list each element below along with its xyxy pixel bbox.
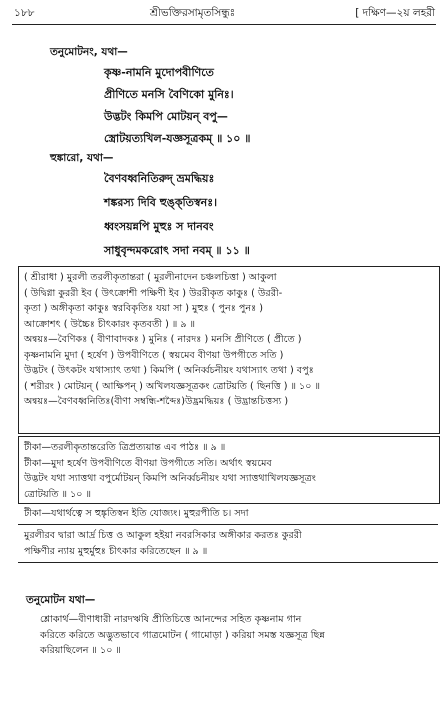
footer-verse-line: করিতে করিতে অদ্ভুতভাবে গাত্রমোটন ( গামোড়া ) করিয়া সমস্ত যজ্ঞসূত্র ছিন্ন bbox=[40, 629, 325, 641]
footer-verse-block bbox=[40, 612, 438, 659]
running-header bbox=[0, 4, 447, 22]
verse1-line: উদ্ভটং কিমপি মোটয়ন্ বপু— bbox=[104, 110, 228, 123]
commentary-line: ( উদ্বিগ্না কুররী ইব ( উৎক্রোশী পক্ষিণী ইব ) উররীকৃত কাকুঃ ( উররী- bbox=[24, 287, 283, 299]
commentary-block bbox=[24, 270, 438, 410]
footer-verse-line: করিয়াছিলেন ॥ ১০ ॥ bbox=[40, 645, 121, 656]
verse2-line: বৈণবধ্বনিতিরুদ্ ভ্রমদ্ধিয়ঃ bbox=[104, 172, 215, 185]
commentary-line: আক্রোশৎ ( উচ্চৈঃ চীৎকারং কৃতবতী ) ॥ ৯ ॥ bbox=[24, 318, 196, 330]
tika-line: টীকা—যথার্থত্বে স হুঙ্কৃতিস্বন ইতি যোজ্যং। মুহুরপীতি চ। সদা bbox=[24, 508, 249, 519]
verse2-line: ধ্বংসয়ন্নপি মুহুঃ স দানবং bbox=[104, 220, 214, 233]
bengali-translation bbox=[24, 528, 438, 559]
verse1-line: স্ত্রোটয়ত্যখিল-যজ্ঞসূত্রকম্ ॥ ১০ ॥ bbox=[104, 132, 251, 145]
tika-line: টীকা—মুদা হর্ষেণ উপবীণিতে বীণয়া উপগীতে সতি। অর্থাৎ স্বয়মেব bbox=[24, 457, 272, 469]
tika-line: ত্রোটয়তি ॥ ১০ ॥ bbox=[24, 488, 92, 500]
commentary-line: ( শরীরং ) মোটয়ন্ ( আক্ষিপন্ ) অখিলযজ্ঞসূত্রকং ত্রোটয়তি ( ছিনত্তি ) ॥ ১০ ॥ bbox=[24, 380, 321, 392]
translation-line: পক্ষিণীর ন্যায় মুহুর্মুহুঃ চীৎকার করিতেছেন ॥ ৯ ॥ bbox=[24, 545, 208, 557]
commentary-line: উদ্ভটং ( উৎকটং যথাস্যাৎ তথা ) কিমপি ( অনির্ব্বচনীয়ং যথাস্যাৎ তথা ) বপুঃ bbox=[24, 365, 314, 376]
commentary-line: কৃতা ) অঙ্গীকৃতা কাকুঃ স্বরবিকৃতিঃ যয়া সা ) মুহুঃ ( পুনঃ পুনঃ ) bbox=[24, 303, 264, 314]
verse1-intro: তনুমোটনং, যথা— bbox=[50, 46, 128, 58]
header-rule bbox=[12, 24, 436, 25]
tika2-block bbox=[24, 506, 438, 522]
commentary-line: অন্বয়ঃ—বৈণিকঃ ( বীণাবাদকঃ ) মুনিঃ ( নারদঃ ) মনসি প্রীণিতে ( প্রীতে ) bbox=[24, 334, 302, 345]
verse2-line: সাধুবৃন্দমকরোৎ সদা নবম্ ॥ ১১ ॥ bbox=[104, 244, 250, 257]
commentary-line: কৃষ্ণনামনি মুদা ( হর্ষেণ ) উপবীণিতে ( স্বয়মেব বীণয়া উপগীতে সতি ) bbox=[24, 349, 284, 361]
tika-block bbox=[24, 440, 438, 502]
footer-verse-intro: তনুমোটন যথা— bbox=[26, 594, 96, 606]
translation-line: মুরলীরব দ্বারা আর্দ্র চিত্ত ও আকুল হইয়া নবরসিকার অঙ্গীকার করতঃ কুররী bbox=[24, 530, 302, 541]
verse2-line: শঙ্করস্য দিবি হুঙ্ক্‌তিস্বনঃ। bbox=[104, 196, 217, 209]
footer-verse-line: শ্লোকার্থ—বীণাধারী নারদঋষি প্রীতিচিত্তে আনন্দের সহিত কৃষ্ণনাম গান bbox=[40, 614, 302, 625]
verse1-line: কৃষ্ণ-নামনি মুদোপবীণিতে bbox=[104, 66, 214, 79]
section-label: [ দক্ষিণ—২য় লহরী bbox=[355, 7, 435, 19]
verse1-line: প্রীণিতে মনসি বৈণিকো মুনিঃ। bbox=[104, 88, 234, 101]
section-rule bbox=[18, 524, 438, 525]
tika-line: উদ্ভটং যথা স্যাত্তথা বপুর্মোটয়ন্ কিমপি অনির্ব্বচনীয়ং যথা স্যাত্তথাখিলযজ্ঞসূত্রং bbox=[24, 473, 316, 484]
tika-line: টীকা—তরলীকৃতান্তরেতি ত্রিপ্রত্যয়ান্ত এব পাঠঃ ॥ ৯ ॥ bbox=[24, 442, 226, 453]
book-title: শ্রীভক্তিরসামৃতসিন্ধুঃ bbox=[150, 7, 236, 19]
commentary-line: অন্বয়ঃ—বৈণবধ্বনিতিঃ(বীণা সম্বন্ধি-শব্দৈঃ)উদ্ভ্রমদ্ধিয়ঃ ( উদ্ভ্রান্তচিত্তস্য ) bbox=[24, 396, 289, 407]
commentary-line: ( শ্রীরাধা ) মুরলী তরলীকৃতান্তরা ( মুরলীনাদেন চঞ্চলচিত্তা ) আকুলা bbox=[24, 272, 277, 283]
page-number: ১৮৮ bbox=[14, 7, 35, 19]
section-rule bbox=[18, 562, 438, 563]
verse2-intro: হুঙ্কারো, যথা— bbox=[50, 152, 114, 164]
